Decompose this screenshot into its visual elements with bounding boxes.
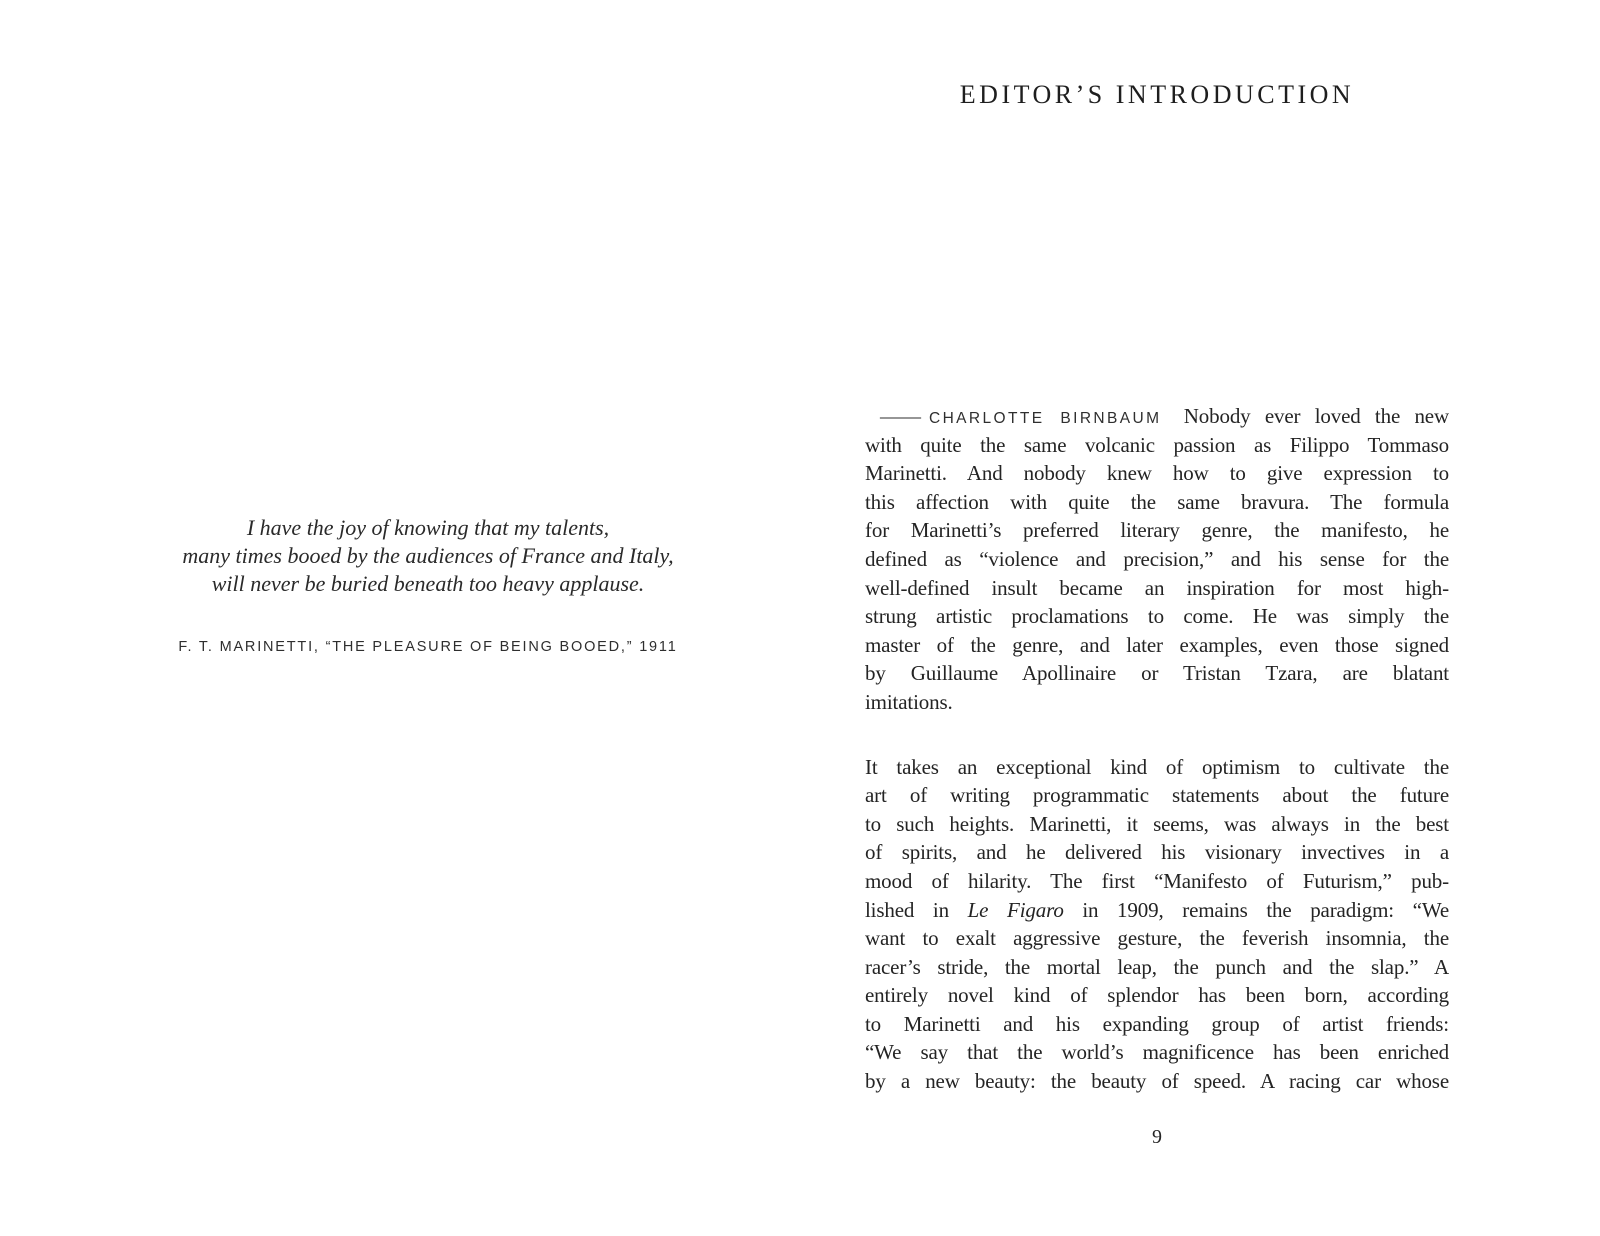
byline-author: CHARLOTTE BIRNBAUM [929,410,1162,427]
body-line-byline [865,402,1449,431]
text-column [865,0,1449,1236]
epigraph-line: will never be buried beneath too heavy applause. [211,571,645,596]
epigraph-attribution: F. T. MARINETTI, “THE PLEASURE OF BEING BOOED,” 1911 [178,639,678,655]
body-line: want to exalt aggressive gesture, the feverish insomnia, the [865,926,1449,951]
body-line: entirely novel kind of splendor has been born, according [865,983,1449,1008]
body-line: master of the genre, and later examples, even those signed [865,632,1449,657]
epigraph [28,514,828,598]
body-line-text: in 1909, remains the paradigm: “We [1063,897,1449,922]
body-line: to Marinetti and his expanding group of artist friends: [865,1011,1449,1036]
body-line: this affection with quite the same bravura. The formula [865,489,1449,514]
body-line: to such heights. Marinetti, it seems, was always in the best [865,811,1449,836]
body-line: imitations. [865,689,953,714]
body-line: by a new beauty: the beauty of speed. A racing car whose [865,1069,1449,1094]
right-page [830,0,1600,1236]
epigraph-line: I have the joy of knowing that my talents, [246,515,610,540]
body-line: of spirits, and he delivered his visionary invectives in a [865,840,1449,865]
paragraph-1 [865,402,1449,717]
body-line: art of writing programmatic statements about the future [865,783,1449,808]
body-line: Marinetti. And nobody knew how to give expression to [865,461,1449,486]
body-line: by Guillaume Apollinaire or Tristan Tzara, are blatant [865,661,1449,686]
body-line: It takes an exceptional kind of optimism to cultivate the [865,754,1449,779]
body-line-text: lished in [865,897,968,922]
body-line-figaro [865,896,1449,925]
journal-title: Le Figaro [967,897,1064,922]
running-head: EDITOR’S INTRODUCTION [959,80,1355,109]
body-line: “We say that the world’s magnificence has been enriched [865,1040,1449,1065]
body-line: well-defined insult became an inspiration for most high- [865,575,1449,600]
body-line: for Marinetti’s preferred literary genre, the manifesto, he [865,518,1449,543]
body-line: defined as “violence and precision,” and his sense for the [865,546,1449,571]
em-dash: —— [880,404,920,428]
body-line: mood of hilarity. The first “Manifesto of Futurism,” pub- [865,868,1449,893]
body-line: racer’s stride, the mortal leap, the punch and the slap.” A [865,954,1449,979]
body-text [865,402,1449,1096]
body-line: with quite the same volcanic passion as Filippo Tommaso [865,432,1449,457]
epigraph-line: many times booed by the audiences of France and Italy, [182,543,674,568]
paragraph-2 [865,753,1449,1096]
page-number: 9 [1152,1126,1162,1148]
body-line: strung artistic proclamations to come. He was simply the [865,604,1449,629]
body-line-text: Nobody ever loved the new [1183,404,1449,428]
